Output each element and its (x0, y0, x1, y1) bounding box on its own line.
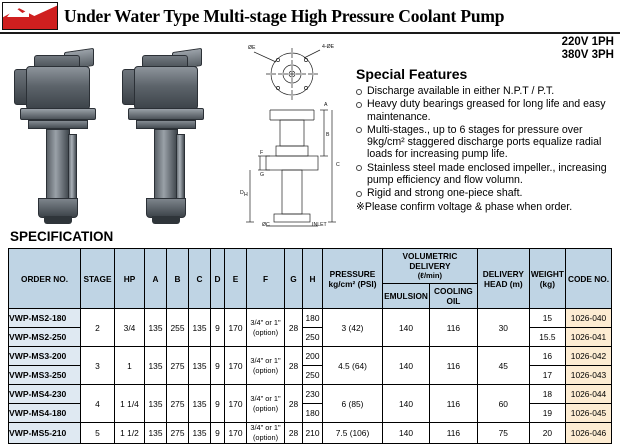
cell-weight: 16 (529, 347, 565, 366)
page-header (0, 0, 620, 34)
cell-code: 1026-041 (566, 328, 612, 347)
label-g: G (260, 172, 265, 178)
cell-emulsion: 140 (383, 309, 430, 347)
pump-photo-1 (8, 38, 112, 226)
th-volumetric-unit: (ℓ/min) (417, 271, 443, 280)
cell-h: 230 (303, 385, 323, 404)
cell-weight: 20 (529, 423, 565, 444)
cell-c: 135 (189, 309, 211, 347)
cell-order-no: VWP-MS2-250 (9, 328, 81, 347)
special-features (356, 66, 614, 214)
technical-drawings (236, 36, 348, 228)
special-features-title: Special Features (356, 66, 468, 82)
cell-order-no: VWP-MS5-210 (9, 423, 81, 444)
cell-pressure: 7.5 (106) (323, 423, 383, 444)
cell-h: 180 (303, 309, 323, 328)
cell-d: 9 (211, 309, 225, 347)
th-c: C (189, 249, 211, 309)
th-f: F (247, 249, 285, 309)
cell-head: 75 (477, 423, 529, 444)
feature-item (356, 187, 614, 199)
bullet-icon (356, 127, 362, 133)
cell-g: 28 (285, 423, 303, 444)
bullet-icon (356, 191, 362, 197)
cell-a: 135 (145, 423, 167, 444)
th-code-no: CODE NO. (566, 249, 612, 309)
feature-text: Heavy duty bearings greased for long life and easy maintenance. (367, 98, 606, 123)
th-pressure-l1: PRESSURE (329, 268, 376, 279)
cell-f: 3/4" or 1" (option) (247, 347, 285, 385)
th-g: G (285, 249, 303, 309)
th-d: D (211, 249, 225, 309)
product-overview-section (0, 34, 620, 226)
cell-f: 3/4" or 1" (option) (247, 385, 285, 423)
cell-h: 210 (303, 423, 323, 444)
cell-head: 60 (477, 385, 529, 423)
cell-cooling-oil: 116 (430, 347, 478, 385)
cell-pressure: 3 (42) (323, 309, 383, 347)
cell-weight: 19 (529, 404, 565, 423)
feature-text: Discharge available in either N.P.T / P.T. (367, 85, 555, 97)
feature-item (356, 162, 614, 187)
th-volumetric (383, 249, 478, 284)
table-row (9, 347, 612, 366)
cell-order-no: VWP-MS3-200 (9, 347, 81, 366)
th-stage: STAGE (81, 249, 115, 309)
product-photos (8, 38, 228, 226)
cell-h: 200 (303, 347, 323, 366)
cell-stage: 4 (81, 385, 115, 423)
cell-emulsion: 140 (383, 385, 430, 423)
label-oc: ØC (262, 222, 270, 228)
cell-emulsion: 140 (383, 423, 430, 444)
cell-emulsion: 140 (383, 347, 430, 385)
cell-code: 1026-044 (566, 385, 612, 404)
page-title: Under Water Type Multi-stage High Pressure Coolant Pump (64, 5, 505, 26)
cell-f: 3/4" or 1" (option) (247, 423, 285, 444)
cell-h: 250 (303, 366, 323, 385)
th-hp: HP (115, 249, 145, 309)
cell-cooling-oil: 116 (430, 423, 478, 444)
cell-head: 30 (477, 309, 529, 347)
cell-g: 28 (285, 347, 303, 385)
cell-e: 170 (225, 347, 247, 385)
cell-a: 135 (145, 309, 167, 347)
label-a: A (324, 102, 328, 108)
special-features-list (356, 85, 614, 213)
cell-b: 275 (167, 347, 189, 385)
label-b: B (326, 132, 330, 138)
cell-hp: 1 1/2 (115, 423, 145, 444)
th-e: E (225, 249, 247, 309)
th-h: H (303, 249, 323, 309)
label-d: D (240, 190, 244, 196)
cell-weight: 15.5 (529, 328, 565, 347)
cell-pressure: 4.5 (64) (323, 347, 383, 385)
feature-item (356, 98, 614, 123)
cell-stage: 3 (81, 347, 115, 385)
bullet-icon (356, 165, 362, 171)
th-cooling-oil: COOLING OIL (430, 284, 478, 309)
label-oe: ØE (248, 45, 256, 51)
feature-note: ※Please confirm voltage & phase when order. (356, 200, 573, 213)
cell-code: 1026-045 (566, 404, 612, 423)
cell-d: 9 (211, 347, 225, 385)
cell-f: 3/4" or 1" (option) (247, 309, 285, 347)
cell-g: 28 (285, 385, 303, 423)
cell-e: 170 (225, 423, 247, 444)
feature-text: Multi-stages., up to 6 stages for pressure over 9kg/cm² staggered discharge ports equalize radial loads for increasing pump life. (367, 123, 602, 161)
cell-code: 1026-043 (566, 366, 612, 385)
bullet-icon (356, 89, 362, 95)
th-b: B (167, 249, 189, 309)
voltage-line-1: 220V 1PH (561, 36, 614, 48)
cell-hp: 1 (115, 347, 145, 385)
table-body (9, 309, 612, 444)
cell-d: 9 (211, 385, 225, 423)
cell-c: 135 (189, 385, 211, 423)
th-pressure (323, 249, 383, 309)
dimension-drawing-svg (236, 36, 348, 228)
cell-e: 170 (225, 385, 247, 423)
feature-item (356, 124, 614, 161)
label-h: H (244, 192, 248, 198)
specification-table (8, 248, 612, 444)
table-row (9, 385, 612, 404)
cell-code: 1026-042 (566, 347, 612, 366)
cell-stage: 2 (81, 309, 115, 347)
th-delivery-head: DELIVERY HEAD (m) (477, 249, 529, 309)
cell-weight: 18 (529, 385, 565, 404)
cell-order-no: VWP-MS2-180 (9, 309, 81, 328)
table-head (9, 249, 612, 309)
cell-pressure: 6 (85) (323, 385, 383, 423)
cell-a: 135 (145, 385, 167, 423)
feature-text: Stainless steel made enclosed impeller., increasing pump efficiency and flow volumn. (367, 161, 607, 187)
cell-e: 170 (225, 309, 247, 347)
cell-hp: 1 1/4 (115, 385, 145, 423)
pump-photo-2 (116, 38, 220, 226)
bullet-icon (356, 102, 362, 108)
th-a: A (145, 249, 167, 309)
cell-stage: 5 (81, 423, 115, 444)
specification-title: SPECIFICATION (10, 229, 114, 244)
cell-b: 255 (167, 309, 189, 347)
cell-d: 9 (211, 423, 225, 444)
voltage-line-2: 380V 3PH (561, 49, 614, 61)
label-4oe: 4-ØE (322, 44, 335, 50)
label-f: F (260, 150, 264, 156)
feature-text: Rigid and strong one-piece shaft. (367, 187, 523, 200)
cell-hp: 3/4 (115, 309, 145, 347)
feature-item (356, 85, 614, 97)
cell-code: 1026-046 (566, 423, 612, 444)
th-emulsion: EMULSION (383, 284, 430, 309)
label-c: C (336, 162, 340, 168)
cell-a: 135 (145, 347, 167, 385)
table-row (9, 423, 612, 444)
cell-g: 28 (285, 309, 303, 347)
cell-b: 275 (167, 385, 189, 423)
table-header-row (9, 249, 612, 284)
company-logo (2, 2, 58, 30)
cell-h: 250 (303, 328, 323, 347)
cell-weight: 15 (529, 309, 565, 328)
cell-b: 275 (167, 423, 189, 444)
voltage-spec (562, 36, 614, 62)
th-pressure-l2: kg/cm² (PSI) (328, 278, 377, 289)
table-row (9, 309, 612, 328)
cell-head: 45 (477, 347, 529, 385)
th-volumetric-label: VOLUMETRIC DELIVERY (402, 251, 458, 271)
cell-c: 135 (189, 423, 211, 444)
label-inlet: INLET (312, 222, 327, 228)
cell-c: 135 (189, 347, 211, 385)
cell-order-no: VWP-MS4-230 (9, 385, 81, 404)
cell-order-no: VWP-MS3-250 (9, 366, 81, 385)
cell-cooling-oil: 116 (430, 385, 478, 423)
th-weight: WEIGHT (kg) (529, 249, 565, 309)
cell-weight: 17 (529, 366, 565, 385)
th-order-no: ORDER NO. (9, 249, 81, 309)
cell-code: 1026-040 (566, 309, 612, 328)
cell-order-no: VWP-MS4-180 (9, 404, 81, 423)
cell-cooling-oil: 116 (430, 309, 478, 347)
cell-h: 180 (303, 404, 323, 423)
